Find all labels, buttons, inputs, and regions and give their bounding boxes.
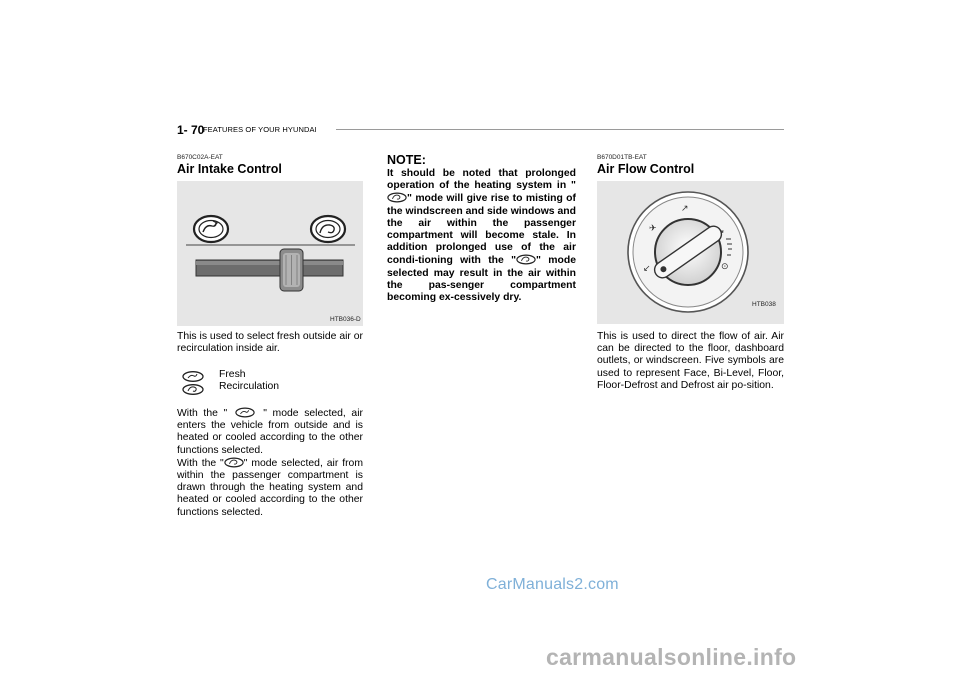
intake-slider-knob — [280, 249, 303, 291]
fresh-mode-text-a: With the " — [177, 408, 228, 419]
recirculation-button-icon — [311, 216, 345, 242]
intake-section-code: B670C02A-EAT — [177, 154, 223, 161]
recirculation-icon — [182, 382, 204, 393]
svg-text:↗: ↗ — [681, 204, 689, 214]
intake-paragraph: This is used to select fresh outside air or recirculation inside air. — [177, 331, 363, 355]
fresh-air-button-icon — [194, 216, 228, 242]
svg-text:↙: ↙ — [643, 264, 651, 274]
legend-fresh-label: Fresh — [219, 369, 246, 380]
svg-text:↘: ↘ — [717, 226, 725, 236]
intake-section-title: Air Intake Control — [177, 162, 282, 176]
air-intake-figure — [177, 181, 363, 326]
watermark-carmanuals2: CarManuals2.com — [486, 576, 619, 593]
legend-recirculation-label: Recirculation — [219, 381, 280, 392]
note-text-3: " mode selected may result in the air within the pas-senger compartment becoming ex-cessively dry. — [387, 255, 576, 304]
note-body — [387, 168, 576, 304]
page-number: 1- 70 — [177, 123, 205, 137]
recirc-mode-text-a: With the " — [177, 457, 224, 469]
recirculation-inline-icon — [387, 192, 407, 203]
fresh-icon — [182, 369, 204, 380]
note-text-2: " mode will give rise to misting of the windscreen and side windows and the air within the passenger compartment will become stale. In addition prolonged use of the air condi-tioning with the " — [387, 193, 576, 267]
flow-paragraph: This is used to direct the flow of air. Air can be directed to the floor, dashboard outlets, or windscreen. Five symbols are used to represent Face, Bi-Level, Floor, Floor-Defrost and Defrost air po-sition. — [597, 331, 784, 391]
recirculation-inline-icon — [224, 457, 244, 468]
flow-figure-code: HTB038 — [752, 301, 776, 308]
note-text-1: It should be noted that prolonged operation of the heating system in " — [387, 168, 576, 192]
recirculation-inline-icon — [516, 254, 536, 265]
intake-fresh-mode-paragraph — [177, 407, 363, 519]
header-divider — [336, 129, 784, 130]
note-heading: NOTE: — [387, 153, 426, 167]
flow-section-code: B670D01TB-EAT — [597, 154, 647, 161]
air-intake-control-illustration — [177, 181, 363, 326]
svg-text:⊙: ⊙ — [721, 262, 729, 272]
recirc-mode-text-b: " mode selected, air from within the passenger compartment is drawn through the heating system and heated or cooled according to the other functions selected. — [177, 457, 363, 518]
fresh-inline-icon — [235, 407, 255, 418]
intake-figure-code: HTB036-D — [330, 316, 361, 323]
svg-text:✈: ✈ — [649, 224, 657, 234]
fresh-mode-text-b: " mode selected, air enters the vehicle from outside and is heated or cooled according to the other functions selected. — [177, 408, 363, 456]
watermark-carmanualsonline: carmanualsonline.info — [546, 644, 797, 670]
flow-section-title: Air Flow Control — [597, 162, 695, 176]
chapter-title: FEATURES OF YOUR HYUNDAI — [203, 125, 317, 134]
